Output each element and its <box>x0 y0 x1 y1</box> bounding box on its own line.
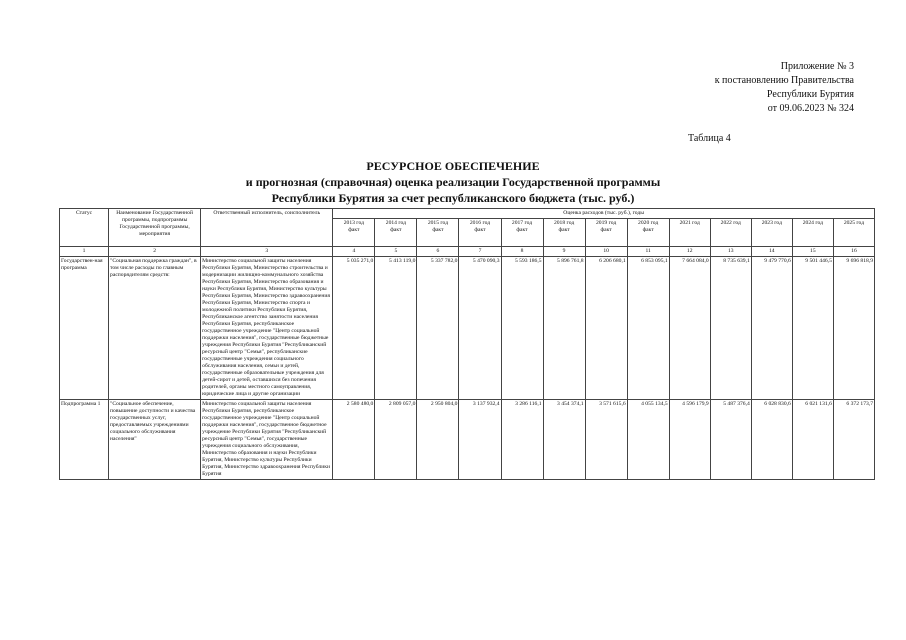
column-number: 16 <box>833 247 874 257</box>
cell-status: Государствен-ная программа <box>60 257 109 400</box>
cell-value: 3 137 932,4 <box>459 400 501 480</box>
year-header <box>585 219 627 247</box>
table-body <box>60 257 875 480</box>
header-name: Наименование Государственной программы, подпрограммы Государственной программы, мероприятия <box>109 209 201 247</box>
approval-line: Приложение № 3 <box>780 61 854 72</box>
table-label: Таблица 4 <box>688 133 731 144</box>
column-number: 13 <box>710 247 751 257</box>
cell-value: 3 286 116,1 <box>501 400 543 480</box>
year-header <box>501 219 543 247</box>
cell-value: 9 479 770,6 <box>751 257 792 400</box>
year-header <box>459 219 501 247</box>
year-label: 2018 год <box>553 220 575 226</box>
table-row <box>60 400 875 480</box>
header-executor: Ответственный исполнитель, соисполнитель <box>201 209 333 247</box>
year-label: 2022 год <box>720 220 741 226</box>
column-number: 12 <box>669 247 710 257</box>
column-number: 14 <box>751 247 792 257</box>
column-number: 3 <box>201 247 333 257</box>
column-number: 2 <box>109 247 201 257</box>
year-label: 2020 год <box>638 220 659 226</box>
cell-value: 2 809 057,0 <box>375 400 417 480</box>
cell-value: 3 454 374,1 <box>543 400 585 480</box>
year-label: 2024 год <box>802 220 823 226</box>
cell-value: 7 664 084,0 <box>669 257 710 400</box>
column-number: 4 <box>333 247 375 257</box>
cell-value: 5 035 271,0 <box>333 257 375 400</box>
document-subtitle-2: Республики Бурятия за счет республиканского бюджета (тыс. руб.) <box>271 191 635 205</box>
cell-value: 2 950 804,0 <box>417 400 459 480</box>
resource-table <box>59 208 875 480</box>
year-label: 2013 год <box>343 220 364 226</box>
approval-line: к постановлению Правительства <box>714 75 854 86</box>
year-label: 2015 год <box>427 220 449 226</box>
column-number: 10 <box>585 247 627 257</box>
cell-value: 9 501 446,5 <box>792 257 833 400</box>
year-label: 2016 год <box>469 220 491 226</box>
approval-date: от 09.06.2023 № 324 <box>767 103 854 114</box>
column-number: 9 <box>543 247 585 257</box>
column-number: 5 <box>375 247 417 257</box>
year-header <box>833 219 874 247</box>
year-note: факт <box>600 227 612 233</box>
cell-value: 5 487 376,4 <box>710 400 751 480</box>
cell-value: 4 055 134,5 <box>627 400 669 480</box>
column-number: 6 <box>417 247 459 257</box>
cell-value: 4 596 179,9 <box>669 400 710 480</box>
header-status: Статус <box>60 209 109 247</box>
column-number: 11 <box>627 247 669 257</box>
approval-line: Республики Бурятия <box>766 89 854 100</box>
approval-block <box>634 60 854 116</box>
column-number-row <box>60 247 875 257</box>
document-subtitle: и прогнозная (справочная) оценка реализации Государственной программы <box>245 175 661 189</box>
year-note: факт <box>642 227 654 233</box>
year-note: факт <box>432 227 444 233</box>
year-note: факт <box>474 227 486 233</box>
cell-value: 6 206 680,1 <box>585 257 627 400</box>
document-title: РЕСУРСНОЕ ОБЕСПЕЧЕНИЕ <box>366 159 540 173</box>
cell-value: 5 337 782,0 <box>417 257 459 400</box>
cell-value: 5 413 119,0 <box>375 257 417 400</box>
year-label: 2017 год <box>511 220 533 226</box>
header-estimate: Оценка расходов (тыс. руб.), годы <box>333 209 875 219</box>
year-note: факт <box>348 227 360 233</box>
year-header <box>792 219 833 247</box>
year-label: 2021 год <box>679 220 700 226</box>
cell-value: 2 580 480,0 <box>333 400 375 480</box>
cell-name: "Социальное обеспечение, повышение доступности и качества государственных услуг, предоставляемых учреждениями социального обслуживания населения" <box>109 400 201 480</box>
cell-value: 6 028 830,6 <box>751 400 792 480</box>
column-number: 7 <box>459 247 501 257</box>
cell-executor: Министерство социальной защиты населения Республики Бурятия, Министерство строительства и модернизации жилищно-коммунального хозяйства Республики Бурятия, Министерство образования и науки Республики Бурятия, Министерство культуры Республики Бурятия, Министерство здравоохранения Республики Бурятия, Министерство спорта и молодежной политики Республики Бурятия, Республиканское агентство занятости населения Республики Бурятия, республиканское государственное учреждение "Центр социальной поддержки населения", государственные бюджетные учреждения Республики Бурятия "Республиканский ресурсный центр "Семья", республиканские государственные учреждения социального обслуживания населения, семьи и детей, государственные образовательные учреждения для детей-сирот и детей, оставшихся без попечения родителей, органы местного самоуправления, юридические лица и другие организации <box>201 257 333 400</box>
year-note: факт <box>390 227 402 233</box>
cell-value: 5 593 186,5 <box>501 257 543 400</box>
year-header <box>543 219 585 247</box>
cell-value: 3 571 615,6 <box>585 400 627 480</box>
year-note: факт <box>558 227 570 233</box>
cell-status: Подпрограмма 1 <box>60 400 109 480</box>
cell-value: 6 853 095,1 <box>627 257 669 400</box>
cell-value: 8 735 639,1 <box>710 257 751 400</box>
year-note: факт <box>516 227 528 233</box>
year-header <box>627 219 669 247</box>
cell-executor: Министерство социальной защиты населения Республики Бурятия, республиканское государственное учреждение "Центр социальной поддержки населения", государственное бюджетное учреждение Республики Бурятия "Республиканский ресурсный центр "Семья", государственные учреждения социального обслуживания, Министерство образования и науки Республики Бурятия, Министерство культуры Республики Бурятия, Министерство здравоохранения Республики Бурятия <box>201 400 333 480</box>
year-header <box>669 219 710 247</box>
cell-value: 5 470 090,3 <box>459 257 501 400</box>
year-header <box>751 219 792 247</box>
column-number: 15 <box>792 247 833 257</box>
year-label: 2025 год <box>843 220 865 226</box>
column-number: 1 <box>60 247 109 257</box>
table-row <box>60 257 875 400</box>
cell-value: 6 021 131,6 <box>792 400 833 480</box>
year-header <box>710 219 751 247</box>
cell-value: 5 896 761,8 <box>543 257 585 400</box>
year-label: 2014 год <box>385 220 406 226</box>
year-header <box>333 219 375 247</box>
year-header <box>417 219 459 247</box>
cell-name: "Социальная поддержка граждан", в том числе расходы по главным распорядителям средств: <box>109 257 201 400</box>
year-header <box>375 219 417 247</box>
column-number: 8 <box>501 247 543 257</box>
year-label: 2023 год <box>761 220 782 226</box>
cell-value: 9 696 818,9 <box>833 257 874 400</box>
cell-value: 6 372 173,7 <box>833 400 874 480</box>
year-label: 2019 год <box>596 220 617 226</box>
